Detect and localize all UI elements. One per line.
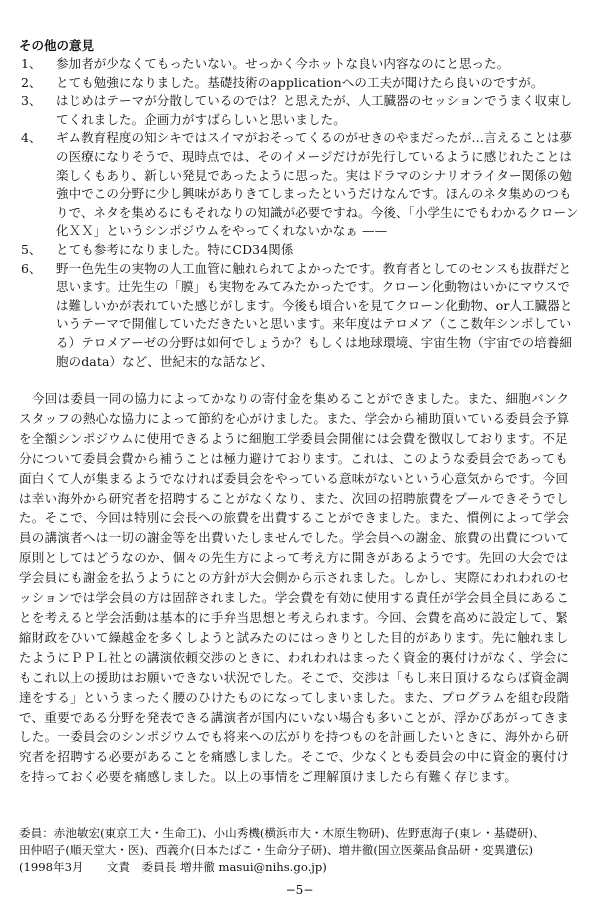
committee-date-line: (1998年3月 文責 委員長 増井徹 masui@nihs.go.jp) xyxy=(19,860,327,874)
committee-line: 田仲昭子(順天堂大・医)、西義介(日本たばこ・生命分子研)、増井徹(国立医薬品食品研・変異遺伝) xyxy=(19,843,534,857)
comment-number: 3、 xyxy=(21,93,42,109)
comment-number: 2、 xyxy=(21,74,42,90)
comment-text: ギム教育程度の知シキではスイマがおそってくるのがせきのやまだったが…言えることは夢の医療になりそうで、現時点では、そのイメージだけが先行しているように感じれたことは楽しくもあり、新しい発見であったように思った。実はドラマのシナリオライター関係の勉強中でこの分野に少し興味がありきてしまったというだけなんです。ほんのネタ集めのつもりで、ネタを集めるにもそれなりの知識が必要ですね。今後、「小学生にでもわかるクローン化ＸＸ」というシンポジウムをやってくれないかなぁ —— xyxy=(56,130,579,239)
comment-item xyxy=(19,74,579,93)
page-number: −5− xyxy=(285,883,314,897)
committee-credits xyxy=(19,825,584,876)
comment-number: 5、 xyxy=(21,241,42,257)
comment-text: 野一色先生の実物の人工血管に触れられてよかったです。教育者としてのセンスも抜群だと思います。辻先生の「膜」も実物をみてみたかったです。クローン化動物はいかにマウスでは難しいかが表れていた感じがします。今後も頃合いを見てクローン化動物、or人工臓器というテーマで開催していただきたいと思います。来年度はテロメア（ここ数年シンポしている）テロメアーゼの分野は如何でしょうか？もしくは地球環境、宇宙生物（宇宙での培養細胞のdata）など、世紀末的な話など、 xyxy=(56,260,573,369)
comment-text: 参加者が少なくてもったいない。せっかく今ホットな良い内容なのにと思った。 xyxy=(56,56,510,71)
comment-number: 4、 xyxy=(21,130,42,146)
body-paragraph: 今回は委員一同の協力によってかなりの寄付金を集めることができました。また、細胞バンクスタッフの熱心な協力によって節約を心がけました。また、学会から補助頂いている委員会予算を全額シンポジウムに使用できるように細胞工学委員会開催には会費を徴収しております。不足分について委員会費から補うことは極力避けております。これは、このような委員会であっても面白くて人が集まるようでなければ委員会をやっている意味がないという心意気からです。今回は幸い海外から研究者を招聘することがなくなり、また、次回の招聘旅費をプールできそうでした。そこで、今回は特別に会長への旅費を出費することができました。また、慣例によって学会員の講演者へは一切の謝金等を出費いたしませんでした。学会員への謝金、旅費の出費について原則としてはどうなのか、個々の先生方によって考え方に開きがあるようです。先回の大会では学会員にも謝金を払うようにとの方針が大会側から示されました。しかし、実際にわれわれのセッションでは学会員の方は固辞されました。学会費を有効に使用する責任が学会員全員にあることを考えると学会活動は基本的に手弁当思想と考えられます。今回、会費を高めに設定して、緊縮財政をひいて繰越金を多くしようと試みたのにはっきりとした目的があります。先に触れましたようにＰＰＬ社との講演依頼交渉のときに、われわれはまったく資金的裏付けがなく、学会にもこれ以上の援助はお願いできない状況でした。そこで、交渉は「もし来日頂けるならば資金調達をする」というまったく腰のひけたものになってしまいました。また、プログラムを組む段階で、重要である分野を発表できる講演者が国内にいない場合も多いことが、浮かびあがってきました。一委員会のシンポジウムでも将来への広がりを持つものを計画したいときに、海外から研究者を招聘する必要があることを痛感しました。そこで、少なくとも委員会の中に資金的裏付けを持っておく必要を痛感しました。以上の事情をご理解頂けましたら有難く存じます。 xyxy=(19,391,570,785)
comment-item xyxy=(19,92,579,129)
comment-text: とても参考になりました。特にCD34関係 xyxy=(56,241,294,257)
comment-item xyxy=(19,55,579,74)
comment-item xyxy=(19,129,579,241)
comment-text: はじめはテーマが分散しているのでは？と思えたが、人工臓器のセッションでうまく収束してくれました。企画力がすばらしいと思いました。 xyxy=(56,93,573,127)
comment-item xyxy=(19,260,579,372)
comment-number: 1、 xyxy=(21,56,42,71)
committee-line: 委員：赤池敏宏(東京工大・生命工)、小山秀機(横浜市大・木原生物研)、佐野恵海子(東レ・基礎研)、 xyxy=(19,826,545,840)
comments-list xyxy=(19,55,579,371)
comment-item xyxy=(19,241,579,260)
section-heading: その他の意見 xyxy=(19,38,95,53)
comment-text: とても勉強になりました。基礎技術のapplicationへの工夫が聞けたら良いのですが。 xyxy=(56,74,544,90)
comment-number: 6、 xyxy=(21,260,42,276)
